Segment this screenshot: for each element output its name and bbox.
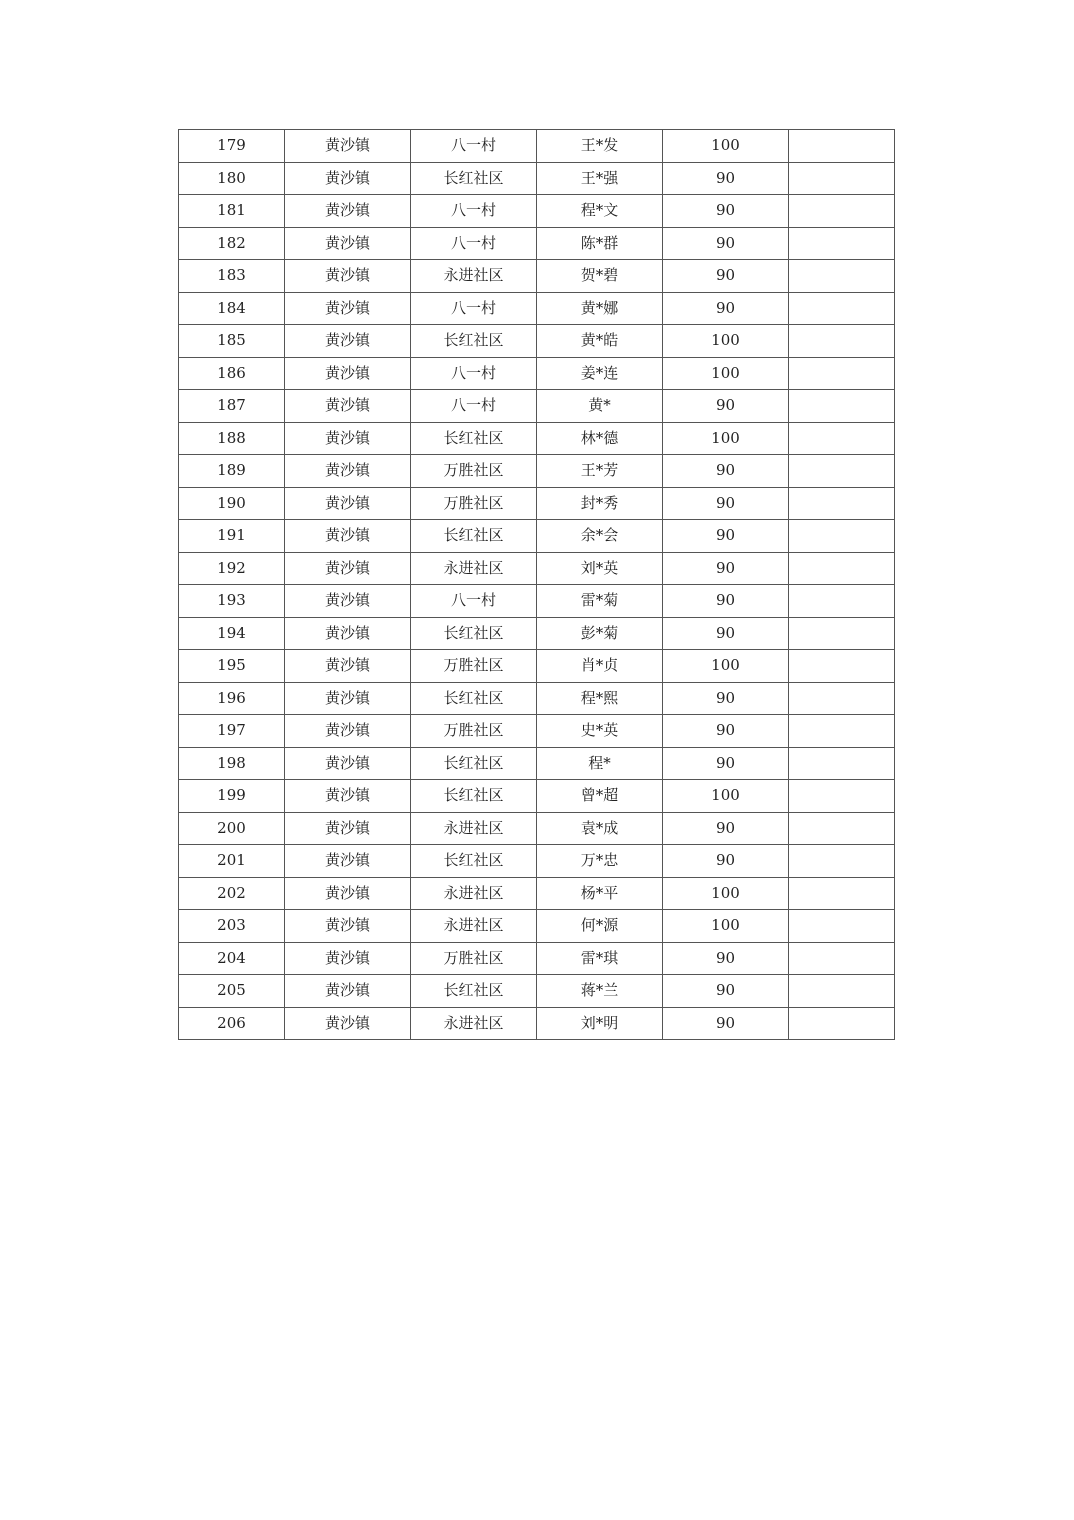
village-cell: 永进社区 <box>411 1007 537 1040</box>
town-cell: 黄沙镇 <box>285 747 411 780</box>
village-cell: 长红社区 <box>411 325 537 358</box>
name-cell: 陈*群 <box>537 227 663 260</box>
note-cell <box>789 325 895 358</box>
town-cell: 黄沙镇 <box>285 227 411 260</box>
name-cell: 程* <box>537 747 663 780</box>
name-cell: 史*英 <box>537 715 663 748</box>
table-row <box>179 877 895 910</box>
amount-cell: 100 <box>663 325 789 358</box>
village-cell: 永进社区 <box>411 812 537 845</box>
note-cell <box>789 975 895 1008</box>
name-cell: 何*源 <box>537 910 663 943</box>
table-row <box>179 130 895 163</box>
table-row <box>179 942 895 975</box>
town-cell: 黄沙镇 <box>285 325 411 358</box>
village-cell: 长红社区 <box>411 845 537 878</box>
table-row <box>179 975 895 1008</box>
town-cell: 黄沙镇 <box>285 422 411 455</box>
town-cell: 黄沙镇 <box>285 877 411 910</box>
subsidy-roster-table <box>178 129 895 1040</box>
row-number-cell: 194 <box>179 617 285 650</box>
village-cell: 八一村 <box>411 390 537 423</box>
town-cell: 黄沙镇 <box>285 552 411 585</box>
village-cell: 万胜社区 <box>411 650 537 683</box>
name-cell: 肖*贞 <box>537 650 663 683</box>
note-cell <box>789 162 895 195</box>
row-number-cell: 187 <box>179 390 285 423</box>
name-cell: 刘*明 <box>537 1007 663 1040</box>
name-cell: 林*德 <box>537 422 663 455</box>
amount-cell: 90 <box>663 487 789 520</box>
name-cell: 黄*皓 <box>537 325 663 358</box>
table-row <box>179 780 895 813</box>
village-cell: 万胜社区 <box>411 715 537 748</box>
row-number-cell: 205 <box>179 975 285 1008</box>
note-cell <box>789 812 895 845</box>
note-cell <box>789 942 895 975</box>
name-cell: 程*熙 <box>537 682 663 715</box>
village-cell: 永进社区 <box>411 260 537 293</box>
name-cell: 黄* <box>537 390 663 423</box>
note-cell <box>789 617 895 650</box>
note-cell <box>789 390 895 423</box>
name-cell: 程*文 <box>537 195 663 228</box>
amount-cell: 90 <box>663 292 789 325</box>
table-row <box>179 552 895 585</box>
row-number-cell: 202 <box>179 877 285 910</box>
name-cell: 蒋*兰 <box>537 975 663 1008</box>
table-row <box>179 1007 895 1040</box>
amount-cell: 90 <box>663 195 789 228</box>
note-cell <box>789 260 895 293</box>
note-cell <box>789 715 895 748</box>
amount-cell: 90 <box>663 390 789 423</box>
amount-cell: 100 <box>663 422 789 455</box>
town-cell: 黄沙镇 <box>285 585 411 618</box>
row-number-cell: 195 <box>179 650 285 683</box>
table-row <box>179 715 895 748</box>
note-cell <box>789 877 895 910</box>
town-cell: 黄沙镇 <box>285 390 411 423</box>
name-cell: 雷*琪 <box>537 942 663 975</box>
village-cell: 万胜社区 <box>411 487 537 520</box>
amount-cell: 90 <box>663 812 789 845</box>
town-cell: 黄沙镇 <box>285 260 411 293</box>
town-cell: 黄沙镇 <box>285 845 411 878</box>
name-cell: 曾*超 <box>537 780 663 813</box>
amount-cell: 90 <box>663 585 789 618</box>
note-cell <box>789 227 895 260</box>
table-row <box>179 260 895 293</box>
table-row <box>179 520 895 553</box>
row-number-cell: 188 <box>179 422 285 455</box>
row-number-cell: 182 <box>179 227 285 260</box>
amount-cell: 100 <box>663 357 789 390</box>
table-row <box>179 390 895 423</box>
note-cell <box>789 455 895 488</box>
village-cell: 长红社区 <box>411 617 537 650</box>
table-row <box>179 162 895 195</box>
note-cell <box>789 422 895 455</box>
name-cell: 余*会 <box>537 520 663 553</box>
town-cell: 黄沙镇 <box>285 780 411 813</box>
village-cell: 八一村 <box>411 585 537 618</box>
row-number-cell: 193 <box>179 585 285 618</box>
amount-cell: 90 <box>663 552 789 585</box>
table-row <box>179 292 895 325</box>
table-row <box>179 747 895 780</box>
row-number-cell: 186 <box>179 357 285 390</box>
village-cell: 永进社区 <box>411 910 537 943</box>
name-cell: 王*芳 <box>537 455 663 488</box>
note-cell <box>789 910 895 943</box>
village-cell: 长红社区 <box>411 975 537 1008</box>
town-cell: 黄沙镇 <box>285 617 411 650</box>
row-number-cell: 184 <box>179 292 285 325</box>
amount-cell: 100 <box>663 650 789 683</box>
note-cell <box>789 292 895 325</box>
table-row <box>179 845 895 878</box>
note-cell <box>789 780 895 813</box>
town-cell: 黄沙镇 <box>285 715 411 748</box>
row-number-cell: 185 <box>179 325 285 358</box>
table-row <box>179 227 895 260</box>
name-cell: 刘*英 <box>537 552 663 585</box>
table-row <box>179 455 895 488</box>
table-row <box>179 325 895 358</box>
note-cell <box>789 1007 895 1040</box>
village-cell: 万胜社区 <box>411 942 537 975</box>
name-cell: 袁*成 <box>537 812 663 845</box>
row-number-cell: 181 <box>179 195 285 228</box>
amount-cell: 90 <box>663 682 789 715</box>
amount-cell: 100 <box>663 780 789 813</box>
village-cell: 长红社区 <box>411 780 537 813</box>
name-cell: 姜*连 <box>537 357 663 390</box>
village-cell: 永进社区 <box>411 877 537 910</box>
amount-cell: 90 <box>663 845 789 878</box>
table-row <box>179 910 895 943</box>
town-cell: 黄沙镇 <box>285 942 411 975</box>
row-number-cell: 189 <box>179 455 285 488</box>
town-cell: 黄沙镇 <box>285 650 411 683</box>
village-cell: 长红社区 <box>411 422 537 455</box>
town-cell: 黄沙镇 <box>285 910 411 943</box>
town-cell: 黄沙镇 <box>285 357 411 390</box>
amount-cell: 90 <box>663 162 789 195</box>
note-cell <box>789 195 895 228</box>
amount-cell: 90 <box>663 260 789 293</box>
table-row <box>179 487 895 520</box>
town-cell: 黄沙镇 <box>285 520 411 553</box>
table-row <box>179 812 895 845</box>
table-row <box>179 617 895 650</box>
row-number-cell: 179 <box>179 130 285 163</box>
table-row <box>179 357 895 390</box>
row-number-cell: 200 <box>179 812 285 845</box>
village-cell: 永进社区 <box>411 552 537 585</box>
village-cell: 八一村 <box>411 292 537 325</box>
note-cell <box>789 747 895 780</box>
town-cell: 黄沙镇 <box>285 195 411 228</box>
row-number-cell: 197 <box>179 715 285 748</box>
name-cell: 万*忠 <box>537 845 663 878</box>
amount-cell: 90 <box>663 942 789 975</box>
row-number-cell: 203 <box>179 910 285 943</box>
town-cell: 黄沙镇 <box>285 487 411 520</box>
row-number-cell: 204 <box>179 942 285 975</box>
village-cell: 八一村 <box>411 130 537 163</box>
table-row <box>179 585 895 618</box>
name-cell: 雷*菊 <box>537 585 663 618</box>
note-cell <box>789 552 895 585</box>
note-cell <box>789 520 895 553</box>
row-number-cell: 190 <box>179 487 285 520</box>
town-cell: 黄沙镇 <box>285 292 411 325</box>
name-cell: 王*强 <box>537 162 663 195</box>
amount-cell: 90 <box>663 1007 789 1040</box>
note-cell <box>789 682 895 715</box>
roster-table-body <box>179 130 895 1040</box>
table-row <box>179 682 895 715</box>
note-cell <box>789 845 895 878</box>
village-cell: 万胜社区 <box>411 455 537 488</box>
note-cell <box>789 487 895 520</box>
amount-cell: 90 <box>663 455 789 488</box>
amount-cell: 90 <box>663 715 789 748</box>
town-cell: 黄沙镇 <box>285 162 411 195</box>
village-cell: 长红社区 <box>411 682 537 715</box>
note-cell <box>789 585 895 618</box>
note-cell <box>789 130 895 163</box>
town-cell: 黄沙镇 <box>285 1007 411 1040</box>
name-cell: 王*发 <box>537 130 663 163</box>
row-number-cell: 192 <box>179 552 285 585</box>
row-number-cell: 196 <box>179 682 285 715</box>
row-number-cell: 180 <box>179 162 285 195</box>
row-number-cell: 206 <box>179 1007 285 1040</box>
table-row <box>179 195 895 228</box>
amount-cell: 90 <box>663 227 789 260</box>
row-number-cell: 199 <box>179 780 285 813</box>
village-cell: 八一村 <box>411 227 537 260</box>
village-cell: 长红社区 <box>411 747 537 780</box>
row-number-cell: 191 <box>179 520 285 553</box>
name-cell: 黄*娜 <box>537 292 663 325</box>
town-cell: 黄沙镇 <box>285 812 411 845</box>
amount-cell: 90 <box>663 975 789 1008</box>
table-row <box>179 650 895 683</box>
amount-cell: 90 <box>663 617 789 650</box>
row-number-cell: 183 <box>179 260 285 293</box>
amount-cell: 90 <box>663 520 789 553</box>
village-cell: 长红社区 <box>411 162 537 195</box>
name-cell: 贺*碧 <box>537 260 663 293</box>
name-cell: 封*秀 <box>537 487 663 520</box>
name-cell: 彭*菊 <box>537 617 663 650</box>
note-cell <box>789 357 895 390</box>
row-number-cell: 198 <box>179 747 285 780</box>
amount-cell: 90 <box>663 747 789 780</box>
row-number-cell: 201 <box>179 845 285 878</box>
village-cell: 长红社区 <box>411 520 537 553</box>
amount-cell: 100 <box>663 877 789 910</box>
village-cell: 八一村 <box>411 195 537 228</box>
name-cell: 杨*平 <box>537 877 663 910</box>
town-cell: 黄沙镇 <box>285 975 411 1008</box>
town-cell: 黄沙镇 <box>285 455 411 488</box>
amount-cell: 100 <box>663 910 789 943</box>
village-cell: 八一村 <box>411 357 537 390</box>
amount-cell: 100 <box>663 130 789 163</box>
town-cell: 黄沙镇 <box>285 130 411 163</box>
town-cell: 黄沙镇 <box>285 682 411 715</box>
table-row <box>179 422 895 455</box>
note-cell <box>789 650 895 683</box>
